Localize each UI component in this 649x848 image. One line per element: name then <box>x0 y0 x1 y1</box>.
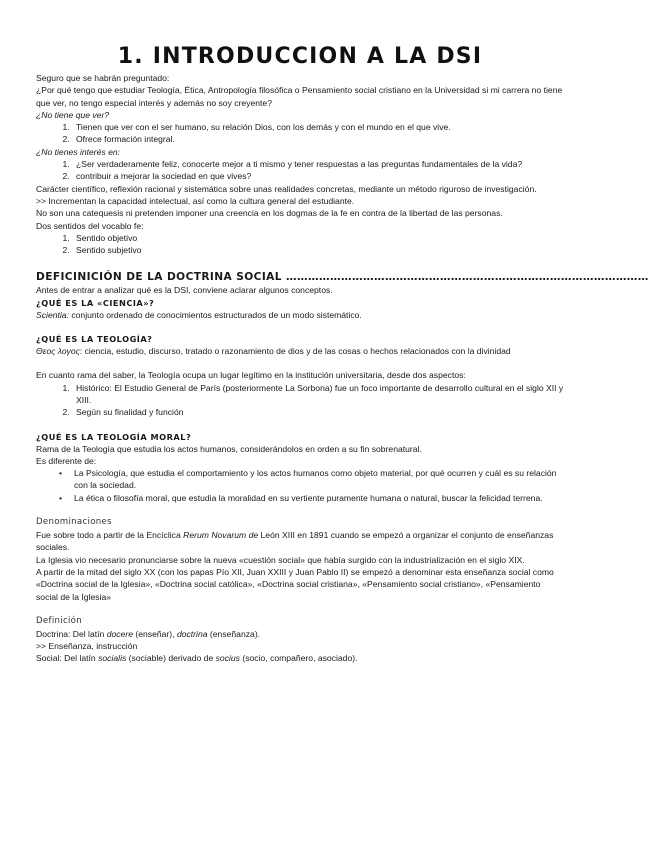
text-run: (sociable) derivado de <box>126 653 216 664</box>
list-item: 2. Sentido subjetivo <box>72 244 564 256</box>
list-item: 2. contribuir a mejorar la sociedad en que vives? <box>72 170 564 182</box>
bullet-icon: • <box>59 468 63 479</box>
list-item-text: La ética o filosofía moral, que estudia la moralidad en su vertiente puramente humana o natural, buscar la felicidad terrena. <box>74 492 543 503</box>
text-run: Doctrina: Del latín <box>36 628 107 639</box>
paragraph-rama-del-saber: En cuanto rama del saber, la Teología ocupa un lugar legítimo en la institución universitaria, desde dos aspectos: <box>36 370 466 381</box>
paragraph-caracter-cientifico: Carácter científico, reflexión racional y sistemática sobre unas realidades concretas, mediante un método riguroso de investigación. <box>36 183 537 194</box>
heading-que-es-ciencia: ¿QUÉ ES LA «CIENCIA»? <box>36 297 155 308</box>
list-item: 2. Ofrece formación integral. <box>72 133 564 145</box>
list-item: 2. Según su finalidad y función <box>72 406 564 418</box>
question-no-tienes-interes: ¿No tienes interés en: <box>36 146 121 157</box>
section-intro: Antes de entrar a analizar qué es la DSI, conviene aclarar algunos conceptos. <box>36 285 333 296</box>
text-run: León XIII en 1891 cuando se empezó a organizar el conjunto de enseñanzas sociales. <box>36 530 554 553</box>
list-item: 1. Tienen que ver con el ser humano, su relación Dios, con los demás y con el mundo en el que vive. <box>72 121 564 133</box>
text-run: Fue sobre todo a partir de la Encíclica <box>36 530 184 541</box>
document-page <box>36 44 649 665</box>
paragraph-cuestion-social: La Iglesia vio necesario pronunciarse sobre la nueva «cuestión social» que había surgido con la industrialización en el siglo XIX. <box>36 554 525 565</box>
paragraph-dos-sentidos: Dos sentidos del vocablo fe: <box>36 220 144 231</box>
term-rerum-novarum: Rerum Novarum de <box>183 530 259 541</box>
paragraph-rama-teologia: Rama de la Teología que estudia los actos humanos, considerándolos en orden a su fin sobrenatural. <box>36 443 422 454</box>
list-item: 1. Sentido objetivo <box>72 232 564 244</box>
text-run: (enseñanza). <box>207 628 261 639</box>
list-item-text: La Psicología, que estudia el comportamiento y los actos humanos como objeto material, por qué ocurren y cuál es su relación con la sociedad. <box>74 468 557 491</box>
paragraph-incrementan: >> Incrementan la capacidad intelectual, así como la cultura general del estudiante. <box>36 195 355 206</box>
list-item <box>59 492 564 504</box>
term-socius: socius <box>215 653 240 664</box>
intro-line-1: Seguro que se habrán preguntado: <box>36 73 170 83</box>
list-item: 1. Histórico: El Estudio General de París (posteriormente La Sorbona) fue un foco importante de desarrollo cultural en el siglo XII y XIII. <box>72 382 564 407</box>
fe-senses-list <box>36 232 564 257</box>
definition-ensenanza: >> Enseñanza, instrucción <box>36 641 138 652</box>
heading-definicion: Definición <box>36 615 82 626</box>
heading-denominaciones: Denominaciones <box>36 517 112 528</box>
theos-logos-definition: : ciencia, estudio, discurso, tratado o razonamiento de dios y de las cosas o hechos relacionados con la divinidad <box>79 346 511 357</box>
definition-social <box>36 652 564 664</box>
paragraph-siglo-xx: A partir de la mitad del siglo XX (con los papas Pío XII, Juan XXIII y Juan Pablo II) se empezó a denominar esta enseñanza social como «Doctrina social de la Iglesia», «Doctrina social católica», «Doctrina social cristiana», «Pensamiento social cristiano», «Pensamiento social de la Iglesia» <box>36 566 554 602</box>
paragraph-no-catequesis: No son una catequesis ni pretenden imponer una creencia en los dogmas de la fe en contra de la libertad de las personas. <box>36 208 503 219</box>
paragraph-rerum-novarum <box>36 529 564 554</box>
paragraph-theos-logos <box>36 345 564 357</box>
scientia-definition: conjunto ordenado de conocimientos estructurados de un modo sistemático. <box>68 309 362 320</box>
heading-que-es-teologia: ¿QUÉ ES LA TEOLOGÍA? <box>36 334 153 345</box>
term-doctrina: doctrina <box>176 628 208 639</box>
answers-list-2 <box>36 158 564 183</box>
list-item <box>59 467 564 492</box>
answers-list-1 <box>36 121 564 146</box>
text-run: (enseñar), <box>132 628 177 639</box>
heading-que-es-teologia-moral: ¿QUÉ ES LA TEOLOGÍA MORAL? <box>36 431 192 442</box>
term-docere: docere <box>106 628 133 639</box>
text-run: (socio, compañero, asociado). <box>239 653 358 664</box>
definition-doctrina <box>36 628 564 640</box>
intro-question: ¿Por qué tengo que estudiar Teología, Ética, Antropología filosófica o Pensamiento social cristiano en la Universidad si mi carrera no tiene que ver, no tengo especial interés y además no soy creyente? <box>36 85 563 108</box>
paragraph-scientia <box>36 309 564 321</box>
term-socialis: socialis <box>98 653 127 664</box>
text-run: Social: Del latín <box>36 653 99 664</box>
page-title: 1. INTRODUCCION A LA DSI <box>117 44 483 69</box>
question-no-tiene-que-ver: ¿No tiene que ver? <box>36 109 110 120</box>
term-theos-logos: Θεος λογος <box>36 346 80 357</box>
list-item: 1. ¿Ser verdaderamente feliz, conocerte mejor a ti mismo y tener respuestas a las preguntas fundamentales de la vida? <box>72 158 564 170</box>
term-scientia: Scientia: <box>36 309 69 320</box>
moral-differences-list <box>36 467 564 504</box>
paragraph-es-diferente: Es diferente de: <box>36 455 97 466</box>
bullet-icon: • <box>59 492 63 503</box>
section-heading-definicion-doctrina-social: DEFICINICIÓN DE LA DOCTRINA SOCIAL ……………………………………………………………………………………… <box>36 271 649 284</box>
teologia-aspects-list <box>36 382 564 419</box>
